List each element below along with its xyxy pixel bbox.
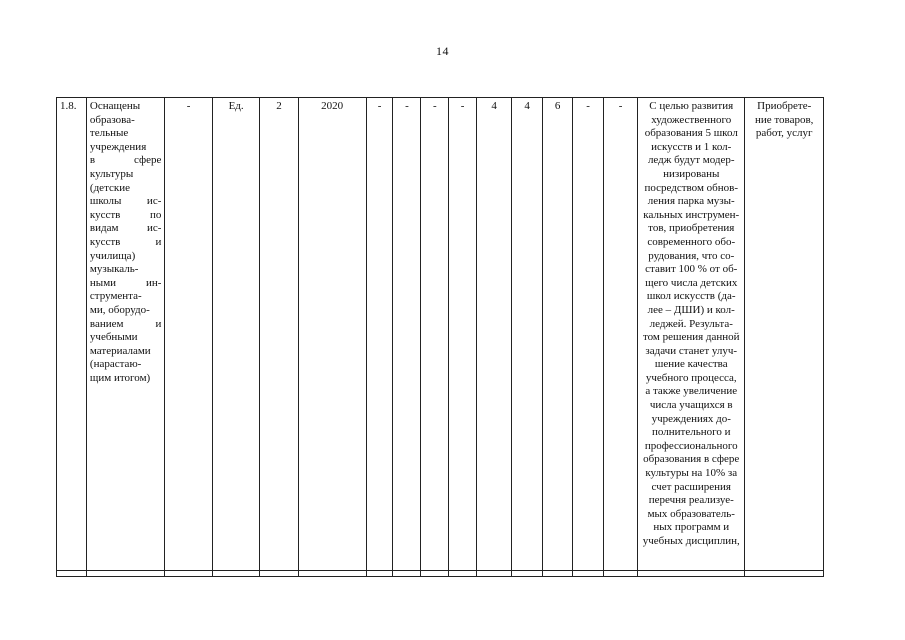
description-line: современного обо- [647, 235, 736, 248]
indicator-name-line: Оснащены [89, 100, 141, 112]
indicator-name-line: ванием и [89, 317, 162, 330]
indicator-name-line: образова- [89, 113, 135, 126]
description-line: ставит 100 % от об- [645, 263, 738, 276]
col-3-value: - [186, 100, 191, 112]
base-value-cell [260, 98, 298, 571]
indicator-name-line: школы ис- [89, 195, 162, 208]
year-5-value: 4 [491, 100, 497, 112]
description-line: мых образователь- [647, 507, 735, 520]
indicator-name-line: учебными [89, 331, 138, 344]
indicator-name-line: музыкаль- [89, 263, 139, 276]
base-year-cell [298, 98, 366, 571]
col-3-cell [165, 98, 212, 571]
description-line: леджей. Результа- [649, 317, 733, 330]
description-line: ных программ и [653, 521, 730, 534]
action-line: ние товаров, [754, 113, 814, 126]
description-text [641, 100, 741, 549]
description-line: образования в сфере [643, 453, 740, 466]
indicator-name-line: тельные [89, 127, 129, 140]
year-3-value: - [432, 100, 437, 112]
description-line: щего числа детских [645, 276, 738, 289]
description-line: полнительного и [652, 426, 731, 439]
description-line: шение качества [654, 358, 728, 371]
year-6-value: 4 [524, 100, 530, 112]
year-4-cell [449, 98, 477, 571]
description-line: художественного [651, 113, 732, 126]
description-line: искусств и 1 кол- [651, 140, 732, 153]
indicator-name-line: ми, оборудо- [89, 303, 150, 316]
indicators-table [56, 97, 824, 577]
year-2-cell [393, 98, 421, 571]
description-line: числа учащихся в [649, 399, 733, 412]
indicator-name-line: щим итогом) [89, 371, 151, 384]
description-line: профессионального [644, 439, 738, 452]
action-line: работ, услуг [755, 127, 813, 140]
description-line: ления парка музы- [647, 195, 735, 208]
description-line: низированы [663, 167, 720, 180]
description-line: учебного процесса, [645, 371, 737, 384]
table-bottom-strip [57, 571, 824, 577]
year-1-value: - [377, 100, 382, 112]
year-5-cell [477, 98, 512, 571]
description-line: тов, приобретения [648, 222, 735, 235]
description-line: посредством обнов- [644, 181, 739, 194]
year-6-cell [512, 98, 543, 571]
indicator-name-line: (детские [89, 181, 131, 194]
description-line: рудования, что со- [648, 249, 735, 262]
description-line: школ искусств (да- [646, 290, 736, 303]
year-9-cell [604, 98, 638, 571]
unit-value: Ед. [228, 100, 244, 112]
description-line: счет расширения [651, 480, 731, 493]
year-3-cell [421, 98, 449, 571]
action-line: Приобрете- [757, 100, 812, 112]
description-line: культуры на 10% за [645, 467, 738, 480]
base-value: 2 [276, 100, 282, 112]
indicator-name-line: культуры [89, 167, 134, 180]
indicator-name-line: струмента- [89, 290, 142, 303]
description-line: образования 5 школ [644, 127, 738, 140]
row-index: 1.8. [60, 100, 77, 112]
year-9-value: - [618, 100, 623, 112]
page-number: 14 [436, 44, 449, 58]
description-line: учреждениях до- [651, 412, 731, 425]
row-index-cell [57, 98, 87, 571]
indicator-name-line: ными ин- [89, 276, 162, 289]
unit-cell [212, 98, 259, 571]
year-2-value: - [405, 100, 409, 112]
year-8-cell [573, 98, 604, 571]
indicator-name-line: кусств и [89, 235, 162, 248]
base-year: 2020 [321, 100, 344, 112]
indicator-name-cell [86, 98, 164, 571]
description-line: лее – ДШИ) и кол- [647, 303, 735, 316]
indicator-name-line: учреждения [89, 140, 147, 153]
description-line: С целью развития [649, 100, 734, 112]
year-1-cell [366, 98, 393, 571]
indicator-name-line: кусств по [89, 208, 162, 221]
description-cell [638, 98, 745, 571]
description-line: том решения данной [642, 331, 740, 344]
description-line: перечня реализуе- [648, 494, 734, 507]
indicator-name-line: (нарастаю- [89, 358, 142, 371]
year-7-value: 6 [554, 100, 561, 112]
indicator-name-line: материалами [89, 344, 151, 357]
year-8-value: - [586, 100, 590, 112]
description-line: учебных дисциплин, [642, 535, 740, 547]
description-line: ледж будут модер- [647, 154, 735, 167]
year-4-value: - [460, 100, 465, 112]
indicator-name-line: училища) [89, 249, 136, 262]
table-row [57, 98, 824, 571]
description-line: а также увеличение [645, 385, 738, 398]
indicator-name-line: видам ис- [89, 222, 162, 235]
action-text [748, 100, 820, 141]
indicator-name [90, 100, 161, 385]
action-cell [745, 98, 824, 571]
description-line: кальных инструмен- [643, 208, 740, 221]
description-line: задачи станет улуч- [645, 344, 738, 357]
year-7-cell [543, 98, 573, 571]
indicator-name-line: в сфере [89, 154, 162, 167]
